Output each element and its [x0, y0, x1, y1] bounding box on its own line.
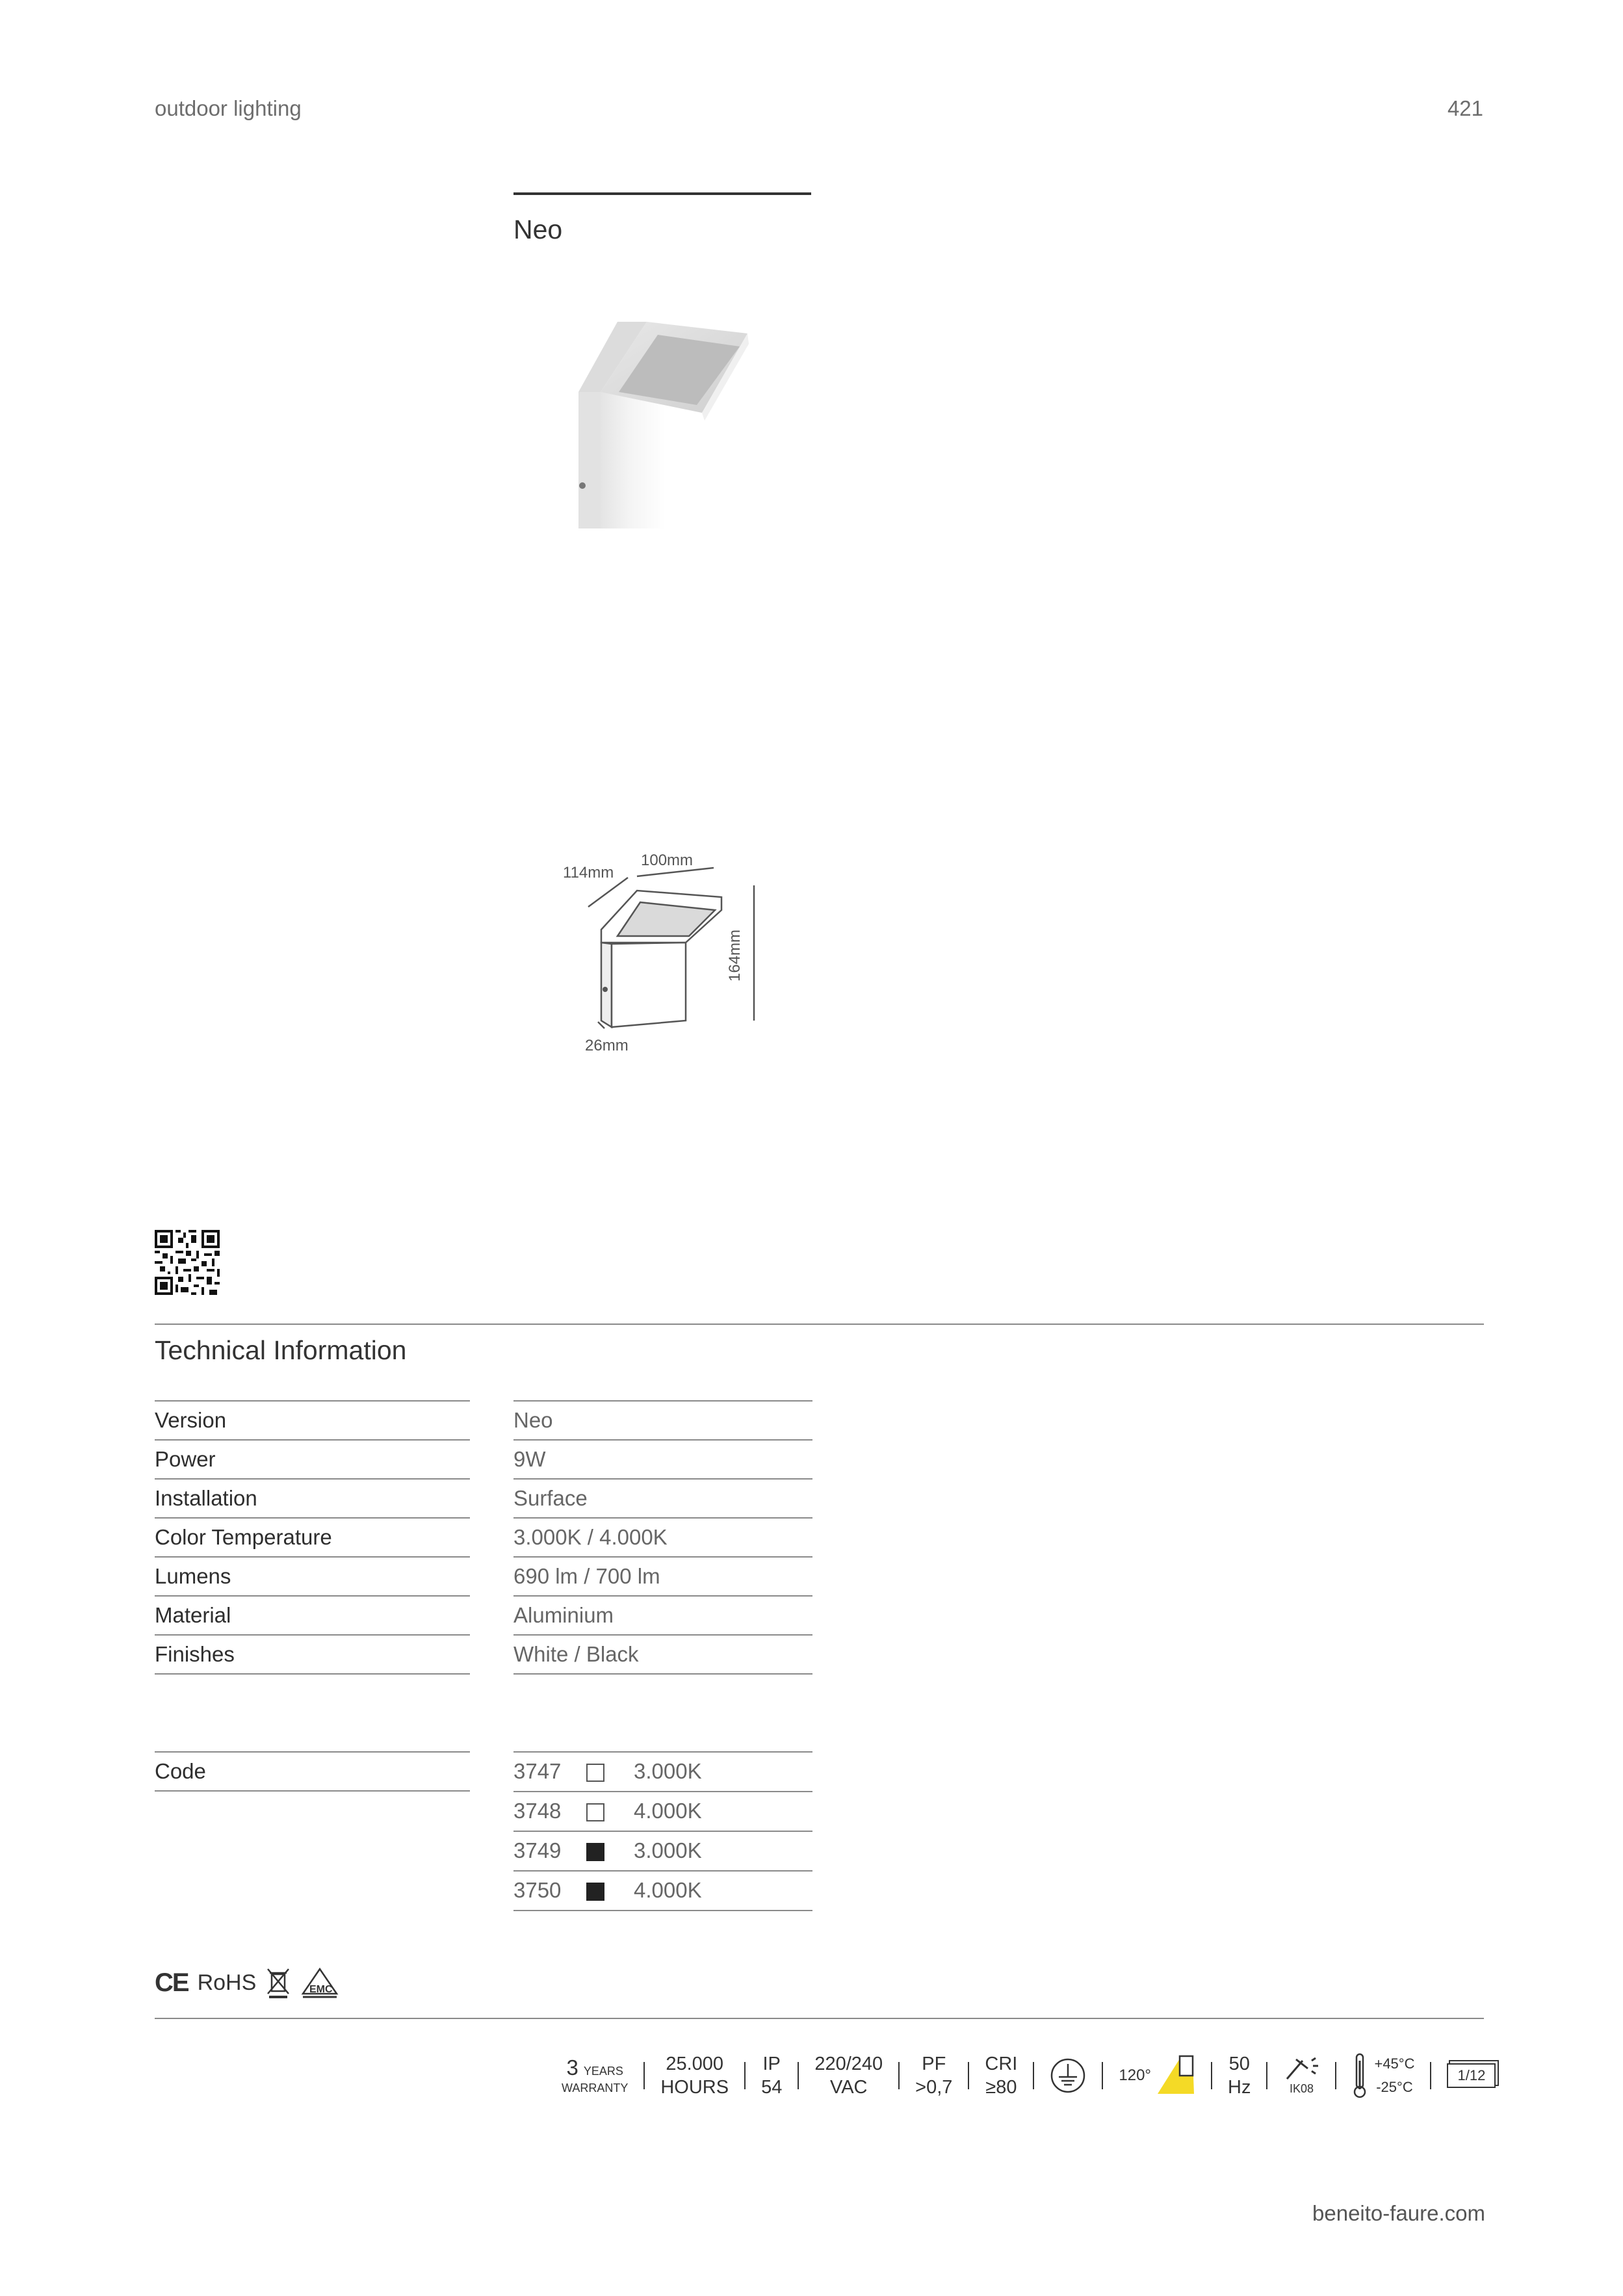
code-row — [513, 1832, 812, 1872]
voltage-spec — [805, 2052, 892, 2099]
finish-swatch-black — [586, 1883, 604, 1901]
hours-value: 25.000 — [666, 2054, 724, 2074]
emc-mark — [300, 1966, 339, 1999]
hours-label: HOURS — [660, 2077, 729, 2098]
page-number: 421 — [1447, 96, 1483, 120]
voltage-value: 220/240 — [814, 2054, 883, 2074]
earth-ground-icon — [1050, 2057, 1086, 2094]
product-code: 3749 — [513, 1838, 562, 1862]
temp-min: -25°C — [1376, 2079, 1413, 2095]
table-row-value — [513, 1597, 812, 1636]
table-row-label — [155, 1480, 470, 1519]
finish-swatch-white — [586, 1764, 604, 1782]
dim-height: 164mm — [726, 929, 744, 982]
table-row-value — [513, 1636, 812, 1675]
section-divider — [155, 1324, 1484, 1325]
title-rule — [513, 192, 811, 195]
pf-label: PF — [922, 2054, 946, 2074]
code-label: Code — [155, 1759, 206, 1783]
warranty-years: YEARS — [583, 2065, 623, 2078]
spec-separator — [1033, 2062, 1034, 2089]
row-label: Color Temperature — [155, 1525, 332, 1549]
warranty-number: 3 — [566, 2055, 578, 2080]
rohs-mark: RoHS — [197, 1970, 257, 1995]
cri-value: ≥80 — [985, 2077, 1017, 2098]
certification-logos — [155, 1963, 339, 2002]
emc-label: EMC — [309, 1984, 333, 1995]
code-label-row — [155, 1753, 470, 1792]
qr-code-icon[interactable] — [155, 1230, 220, 1295]
finish-swatch-white — [586, 1803, 604, 1821]
specs-divider — [155, 2018, 1484, 2019]
row-label: Lumens — [155, 1564, 231, 1588]
table-row-value — [513, 1558, 812, 1597]
thermometer-icon — [1352, 2053, 1368, 2098]
ik-label: IK08 — [1289, 2082, 1314, 2095]
table-row-label — [155, 1558, 470, 1597]
row-value: 9W — [513, 1447, 546, 1471]
code-temperature: 3.000K — [634, 1838, 702, 1862]
code-temperature: 4.000K — [634, 1878, 702, 1902]
table-row-value — [513, 1480, 812, 1519]
spec-separator — [1266, 2062, 1267, 2089]
code-row — [513, 1753, 812, 1792]
dim-depth: 114mm — [563, 864, 614, 881]
row-value: White / Black — [513, 1642, 639, 1666]
table-row-label — [155, 1402, 470, 1441]
spec-separator — [1211, 2062, 1212, 2089]
section-title: Technical Information — [155, 1335, 407, 1365]
footer-url[interactable]: beneito-faure.com — [1312, 2201, 1485, 2225]
product-title: Neo — [513, 215, 563, 244]
earth-spec — [1041, 2057, 1095, 2094]
hours-spec — [651, 2052, 738, 2099]
table-row-label — [155, 1441, 470, 1480]
pf-value: >0,7 — [915, 2077, 953, 2098]
table-row-value — [513, 1441, 812, 1480]
spec-separator — [643, 2062, 645, 2089]
row-value: Aluminium — [513, 1603, 614, 1627]
beam-spec — [1110, 2055, 1204, 2096]
row-label: Version — [155, 1408, 227, 1432]
beam-angle-value: 120° — [1119, 2067, 1152, 2084]
dim-base: 26mm — [585, 1037, 629, 1054]
dimension-drawing — [559, 845, 773, 1066]
table-row-value — [513, 1402, 812, 1441]
table-row-label — [155, 1519, 470, 1558]
ip-label: IP — [762, 2054, 781, 2074]
finish-swatch-black — [586, 1843, 604, 1861]
beam-angle-icon — [1156, 2055, 1195, 2096]
spec-separator — [898, 2062, 900, 2089]
ce-mark: CE — [155, 1968, 188, 1997]
spec-separator — [744, 2062, 746, 2089]
temp-max: +45°C — [1374, 2055, 1415, 2072]
table-row-label — [155, 1597, 470, 1636]
ip-spec — [752, 2052, 791, 2099]
dim-width: 100mm — [641, 852, 694, 869]
product-code: 3748 — [513, 1799, 562, 1823]
row-value: Neo — [513, 1408, 553, 1432]
row-value: Surface — [513, 1486, 588, 1510]
spec-separator — [1335, 2062, 1336, 2089]
ip-value: 54 — [761, 2077, 783, 2098]
pack-quantity: 1/12 — [1457, 2067, 1486, 2083]
cri-spec — [976, 2052, 1026, 2099]
voltage-label: VAC — [830, 2077, 868, 2098]
specs-strip — [552, 2046, 1505, 2105]
frequency-spec — [1219, 2052, 1260, 2099]
cri-label: CRI — [985, 2054, 1018, 2074]
warranty-word: WARRANTY — [562, 2081, 629, 2094]
box-icon — [1447, 2063, 1496, 2088]
table-row-value — [513, 1519, 812, 1558]
spec-separator — [968, 2062, 969, 2089]
row-label: Power — [155, 1447, 216, 1471]
impact-hammer-icon — [1283, 2055, 1319, 2081]
product-code: 3747 — [513, 1759, 562, 1783]
table-row-label — [155, 1636, 470, 1675]
product-code: 3750 — [513, 1878, 562, 1902]
freq-label: Hz — [1228, 2077, 1251, 2098]
spec-separator — [1102, 2062, 1103, 2089]
row-label: Finishes — [155, 1642, 235, 1666]
code-temperature: 4.000K — [634, 1799, 702, 1823]
ik-spec — [1274, 2055, 1329, 2096]
row-label: Material — [155, 1603, 231, 1627]
crossed-bin-icon — [265, 1966, 291, 1999]
freq-value: 50 — [1228, 2054, 1250, 2074]
spec-separator — [798, 2062, 799, 2089]
pack-spec — [1438, 2063, 1505, 2088]
code-row — [513, 1792, 812, 1832]
row-value: 690 lm / 700 lm — [513, 1564, 660, 1588]
wall-light-product-image — [572, 315, 767, 540]
warranty-spec — [552, 2056, 637, 2095]
pf-spec — [906, 2052, 961, 2099]
section-label: outdoor lighting — [155, 96, 302, 120]
code-temperature: 3.000K — [634, 1759, 702, 1783]
code-row — [513, 1872, 812, 1911]
temperature-spec — [1343, 2052, 1423, 2099]
spec-separator — [1430, 2062, 1431, 2089]
row-value: 3.000K / 4.000K — [513, 1525, 668, 1549]
row-label: Installation — [155, 1486, 257, 1510]
